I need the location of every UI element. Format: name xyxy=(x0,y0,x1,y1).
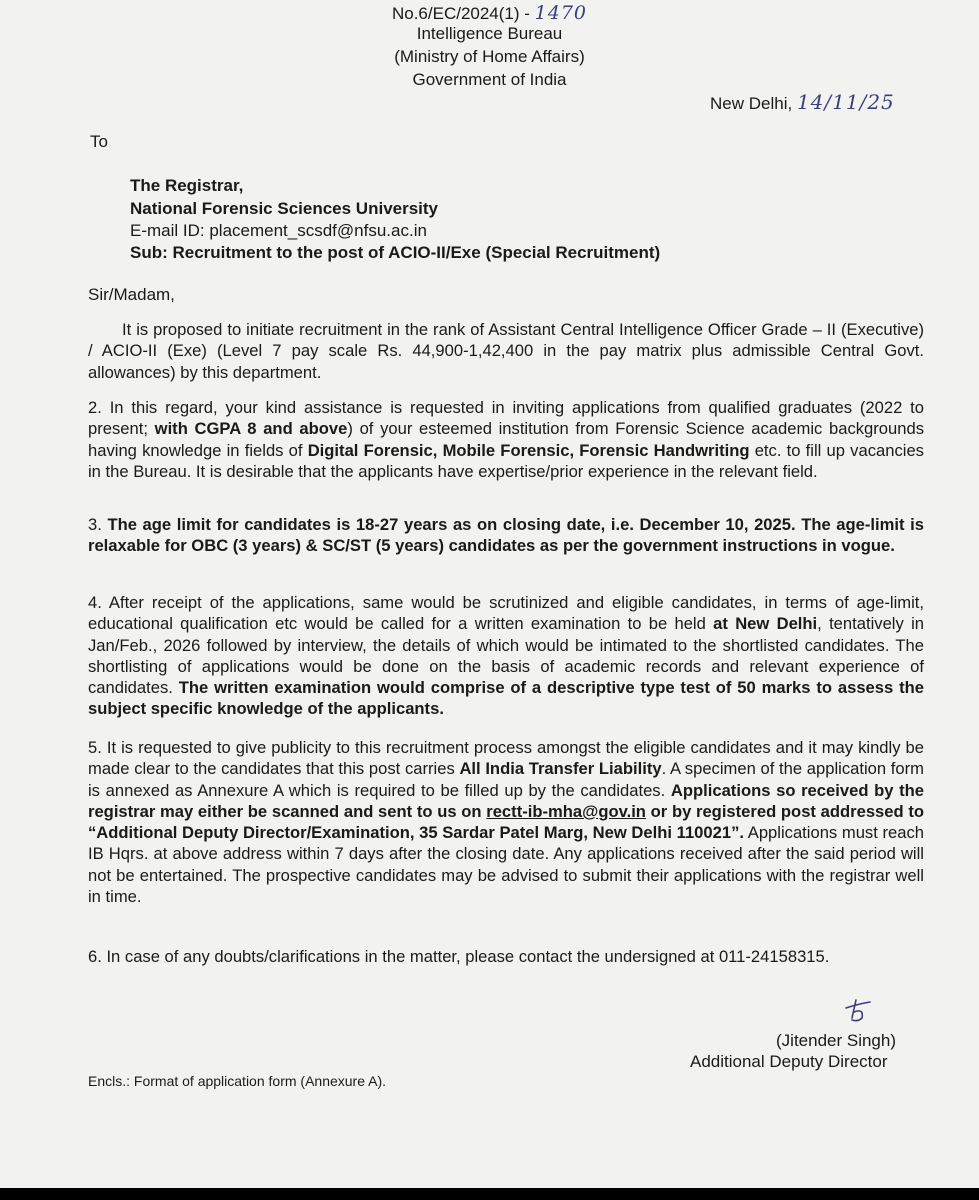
place-text: New Delhi, xyxy=(710,94,793,113)
paragraph-6-text: 6. In case of any doubts/clarifications in the matter, please contact the undersigned at 011-24158315. xyxy=(88,947,830,966)
handwritten-reference: 1470 xyxy=(534,2,588,24)
p5-text-c: . A specimen of the application form is annexed as Annexure A which is required to be filled up by the candidates. xyxy=(88,759,924,800)
reference-number-text: No.6/EC/2024(1) - xyxy=(391,4,530,23)
addressee-title: The Registrar, xyxy=(130,176,244,195)
p4-text-a: 4. After receipt of the applications, same would be scrutinized and eligible candidates, in terms of age-limit, educational qualification etc would be called for a written examination to be held xyxy=(88,593,924,634)
p2-fields: Digital Forensic, Mobile Forensic, Forensic Handwriting xyxy=(307,440,750,460)
p5-transfer-liability: All India Transfer Liability xyxy=(459,759,662,779)
handwritten-date: 14/11/25 xyxy=(796,90,895,114)
paragraph-6 xyxy=(88,946,924,967)
signatory-designation: Additional Deputy Director xyxy=(690,1052,888,1071)
paragraph-2 xyxy=(88,397,924,482)
p5-postal-address: or by registered post addressed to “Additional Deputy Director/Examination, 35 Sardar Patel Marg, New Delhi 110021”. xyxy=(88,801,924,843)
org-name: Intelligence Bureau xyxy=(416,24,563,43)
p2-text-e: etc. to fill up vacancies in the Bureau. It is desirable that the applicants have expertise/prior experience in the relevant field. xyxy=(88,440,924,481)
p2-cgpa: with CGPA 8 and above xyxy=(154,419,348,439)
signature-mark xyxy=(838,996,878,1028)
addressee-institution: National Forensic Sciences University xyxy=(130,199,439,218)
ministry-name: (Ministry of Home Affairs) xyxy=(394,47,585,66)
reference-number xyxy=(0,2,979,24)
p2-text-a: 2. In this regard, your kind assistance is requested in inviting applications from qualified graduates (2022 to present; xyxy=(88,398,924,439)
p5-email-link[interactable]: rectt-ib-mha@gov.in xyxy=(486,801,646,821)
paragraph-1-text: It is proposed to initiate recruitment in the rank of Assistant Central Intelligence Officer Grade – II (Executive) / ACIO-II (Exe) (Level 7 pay scale Rs. 44,900-1,42,400 in the pay matrix plus admissible Central Govt. allowances) by this department. xyxy=(88,320,924,382)
signatory-name: (Jitender Singh) xyxy=(776,1031,897,1050)
p3-age-limit: The age limit for candidates is 18-27 years as on closing date, i.e. December 10, 2025. The age-limit is relaxable for OBC (3 years) & SC/ST (5 years) candidates as per the government instructions in vogue. xyxy=(88,515,924,556)
paragraph-4 xyxy=(88,592,924,720)
enclosure-note: Encls.: Format of application form (Annexure A). xyxy=(88,1073,387,1089)
p2-text-c: ) of your esteemed institution from Forensic Science academic backgrounds having knowledge in fields of xyxy=(88,419,924,460)
p4-location: at New Delhi xyxy=(713,614,818,634)
p4-text-c: , tentatively in Jan/Feb., 2026 followed by interview, the details of which would be intimated to the shortlisted candidates. The shortlisting of applications would be done on the basis of academic records and relevant experience of candidates. xyxy=(88,614,924,698)
subject-line: Sub: Recruitment to the post of ACIO-II/Exe (Special Recruitment) xyxy=(130,243,661,262)
government-name: Government of India xyxy=(412,70,567,89)
p5-text-a: 5. It is requested to give publicity to this recruitment process amongst the eligible candidates and it may kindly be made clear to the candidates that this post carries xyxy=(88,738,924,779)
p5-text-f: Applications must reach IB Hqrs. at above address within 7 days after the closing date. Any applications received after the said period will not be entertained. The prospective candidates may be advised to submit their applications with the registrar well in time. xyxy=(88,823,924,907)
paragraph-3 xyxy=(88,514,924,557)
paragraph-5 xyxy=(88,737,924,907)
to-label: To xyxy=(90,132,108,151)
addressee-email: E-mail ID: placement_scsdf@nfsu.ac.in xyxy=(130,221,427,240)
p4-exam-details: The written examination would comprise of a descriptive type test of 50 marks to assess the subject specific knowledge of the applicants. xyxy=(88,678,924,719)
place-date xyxy=(710,92,895,114)
salutation: Sir/Madam, xyxy=(88,285,175,304)
p3-number: 3. xyxy=(88,515,102,534)
p5-submission: Applications so received by the registrar may either be scanned and sent to us on xyxy=(88,780,924,821)
paragraph-1 xyxy=(88,319,924,383)
